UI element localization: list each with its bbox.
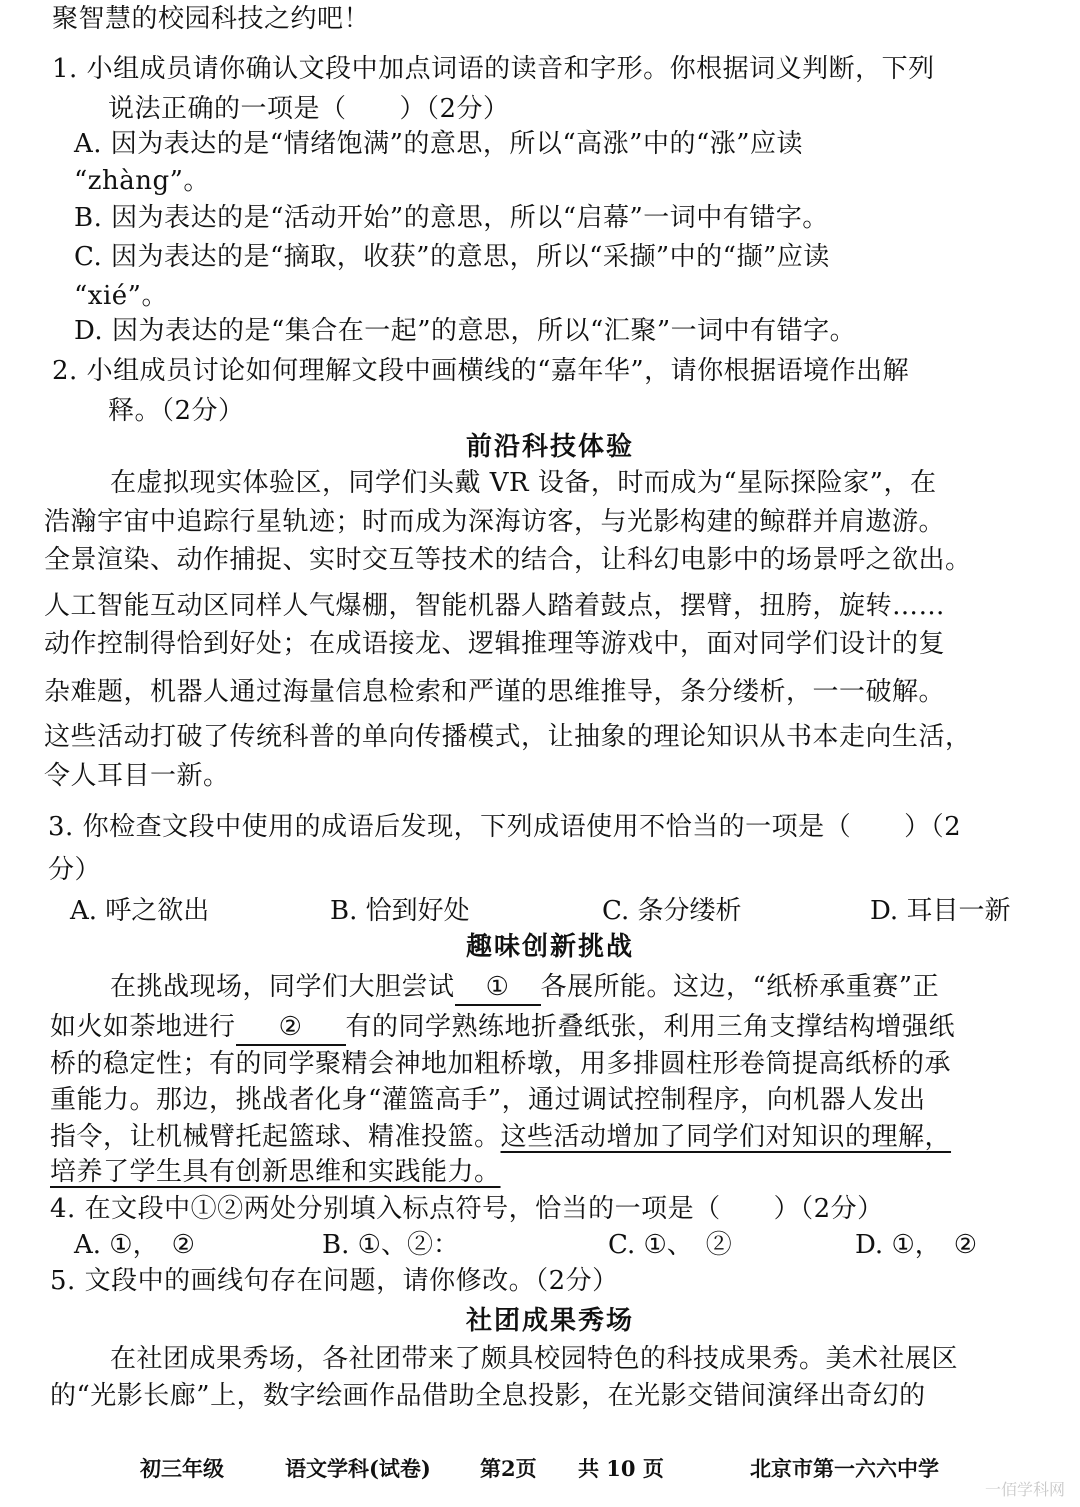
footer-total-pages: 共 10 页 <box>578 1456 664 1481</box>
question-2-stem: 2. 小组成员讨论如何理解文段中画横线的“嘉年华”，请你根据语境作出解 <box>52 356 910 386</box>
question-3-option-c: C. 条分缕析 <box>602 896 742 926</box>
paragraph-2-text: 如火如荼地进行 <box>50 1012 236 1042</box>
question-2-stem-cont: 释。（2分） <box>108 396 245 426</box>
paragraph-2-line: 重能力。那边，挑战者化身“灌篮高手”，通过调试控制程序，向机器人发出 <box>50 1085 926 1115</box>
paragraph-1-line: 全景渲染、动作捕捉、实时交互等技术的结合，让科幻电影中的场景呼之欲出。 <box>44 545 972 575</box>
section-heading-1: 前沿科技体验 <box>466 432 635 462</box>
question-5-stem: 5. 文段中的画线句存在问题，请你修改。（2分） <box>50 1266 619 1296</box>
paragraph-1-line: 人工智能互动区同样人气爆棚，智能机器人踏着鼓点，摆臂，扭胯，旋转…… <box>44 591 946 621</box>
paragraph-1-line: 动作控制得恰到好处；在成语接龙、逻辑推理等游戏中，面对同学们设计的复 <box>44 629 946 659</box>
paragraph-2-line: 桥的稳定性；有的同学聚精会神地加粗桥墩，用多排圆柱形卷筒提高纸桥的承 <box>50 1049 952 1079</box>
question-3-option-d: D. 耳目一新 <box>870 896 1011 926</box>
paragraph-1-line: 浩瀚宇宙中追踪行星轨迹；时而成为深海访客，与光影构建的鲸群并肩遨游。 <box>44 507 946 537</box>
paragraph-1-line: 这些活动打破了传统科普的单向传播模式，让抽象的理论知识从书本走向生活， <box>44 722 972 752</box>
question-3-stem-cont: 分） <box>48 855 102 885</box>
question-4-option-b: B. ①、②： <box>322 1230 459 1260</box>
paragraph-2-text: 有的同学熟练地折叠纸张，利用三角支撑结构增强纸 <box>345 1012 956 1042</box>
paragraph-2-line <box>110 970 939 1006</box>
question-1-option-a-cont: “zhàng”。 <box>74 166 210 196</box>
watermark: 一佰学科网 <box>985 1480 1066 1499</box>
paragraph-2-line <box>50 1120 951 1154</box>
blank-1: ① <box>455 970 541 1006</box>
blank-2: ② <box>236 1010 346 1046</box>
section-heading-2: 趣味创新挑战 <box>466 932 635 962</box>
section-heading-3: 社团成果秀场 <box>466 1306 635 1336</box>
footer-grade: 初三年级 <box>140 1456 224 1481</box>
question-1-option-d: D. 因为表达的是“集合在一起”的意思，所以“汇聚”一词中有错字。 <box>74 316 857 346</box>
paragraph-3-line: 的“光影长廊”上，数字绘画作品借助全息投影，在光影交错间演绎出奇幻的 <box>50 1381 926 1411</box>
paragraph-3-line: 在社团成果秀场，各社团带来了颇具校园特色的科技成果秀。美术社展区 <box>110 1344 959 1374</box>
question-3-option-a: A. 呼之欲出 <box>70 896 210 926</box>
question-1-option-a: A. 因为表达的是“情绪饱满”的意思，所以“高涨”中的“涨”应读 <box>74 129 804 159</box>
footer-subject: 语文学科(试卷) <box>285 1456 431 1481</box>
underlined-sentence: 这些活动增加了同学们对知识的理解， <box>500 1122 952 1152</box>
question-4-option-a: A. ①， ② <box>74 1230 195 1260</box>
question-1-stem: 1. 小组成员请你确认文段中加点词语的读音和字形。你根据词义判断，下列 <box>52 54 935 84</box>
intro-line: 聚智慧的校园科技之约吧！ <box>52 4 371 34</box>
question-1-option-b: B. 因为表达的是“活动开始”的意思，所以“启幕”一词中有错字。 <box>74 203 829 233</box>
paragraph-1-line: 杂难题，机器人通过海量信息检索和严谨的思维推导，条分缕析，一一破解。 <box>44 677 946 707</box>
question-1-option-c: C. 因为表达的是“摘取，收获”的意思，所以“采撷”中的“撷”应读 <box>74 242 830 272</box>
paragraph-1-line: 在虚拟现实体验区，同学们头戴 VR 设备，时而成为“星际探险家”，在 <box>110 468 937 498</box>
question-4-option-d: D. ①， ② <box>855 1230 978 1260</box>
underlined-sentence-cont: 培养了学生具有创新思维和实践能力。 <box>50 1157 501 1187</box>
footer-school: 北京市第一六六中学 <box>750 1456 939 1481</box>
question-1-stem-cont: 说法正确的一项是（ ）（2分） <box>108 94 510 124</box>
question-4-stem: 4. 在文段中①②两处分别填入标点符号，恰当的一项是（ ）（2分） <box>50 1194 884 1224</box>
paragraph-1-line: 令人耳目一新。 <box>44 761 230 791</box>
question-3-option-b: B. 恰到好处 <box>330 896 470 926</box>
footer-page: 第2页 <box>480 1456 537 1481</box>
paragraph-2-text: 指令，让机械臂托起篮球、精准投篮。 <box>50 1122 501 1152</box>
question-1-option-c-cont: “xié”。 <box>74 281 168 311</box>
question-4-option-c: C. ①、 ② <box>608 1230 732 1260</box>
paragraph-2-text: 在挑战现场，同学们大胆尝试 <box>110 972 455 1002</box>
paragraph-2-line <box>50 1010 955 1046</box>
question-3-stem: 3. 你检查文段中使用的成语后发现，下列成语使用不恰当的一项是（ ）（2 <box>48 812 962 842</box>
paragraph-2-text: 各展所能。这边，“纸桥承重赛”正 <box>540 972 940 1002</box>
